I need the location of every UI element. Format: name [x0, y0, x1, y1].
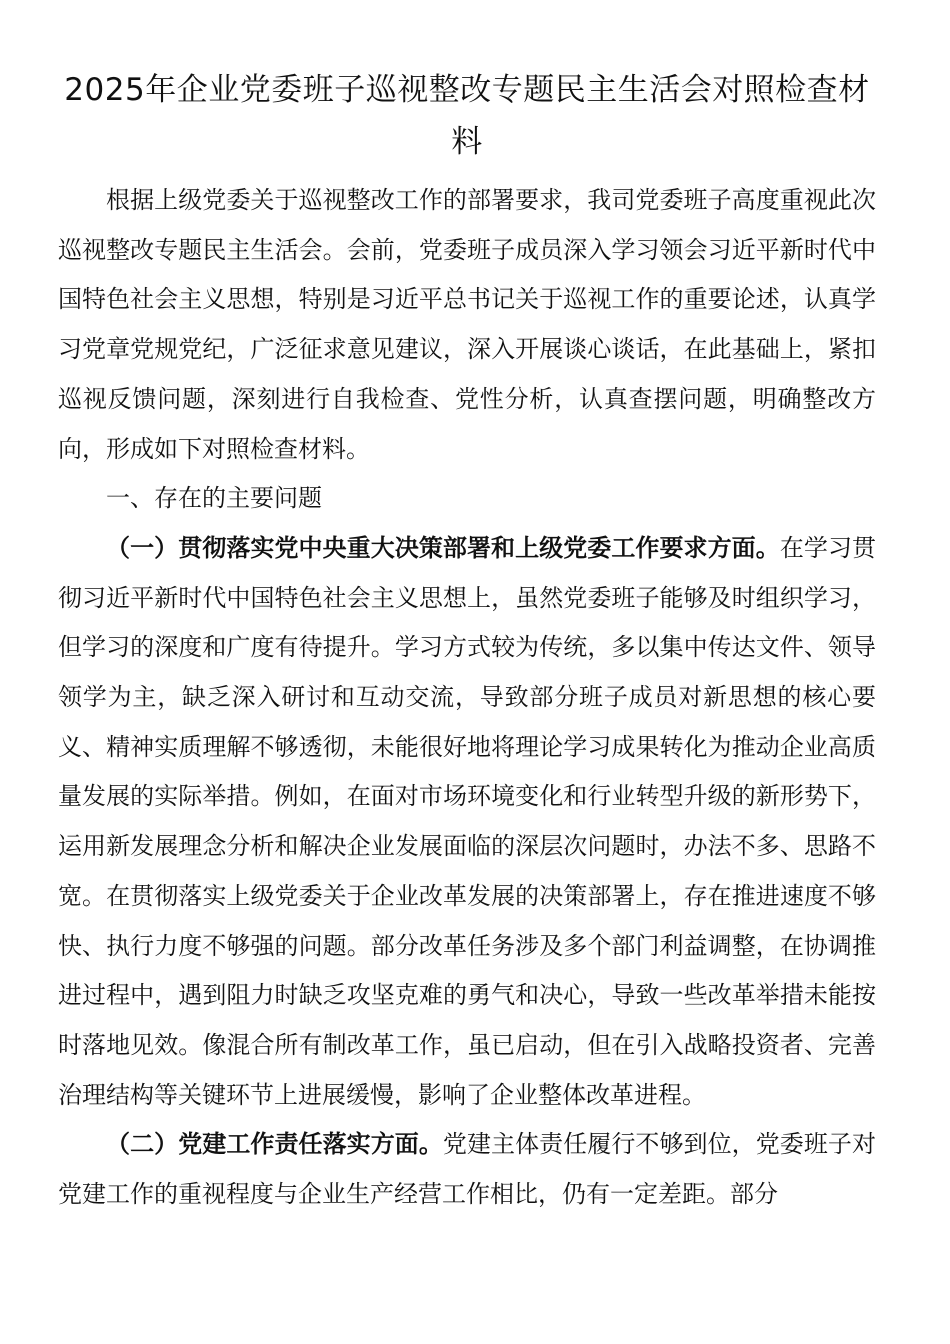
item-one-heading: （一）贯彻落实党中央重大决策部署和上级党委工作要求方面。 [106, 533, 780, 562]
item-two-heading: （二）党建工作责任落实方面。 [106, 1130, 443, 1159]
document-title: 2025年企业党委班子巡视整改专题民主生活会对照检查材料 [64, 72, 870, 160]
item-one-paragraph [58, 524, 876, 1120]
section-one-heading: 一、存在的主要问题 [106, 484, 322, 513]
item-two-paragraph [58, 1120, 876, 1219]
item-two-body: 党建主体责任履行不够到位，党委班子对党建工作的重视程度与企业生产经营工作相比，仍有一定差距。部分 [58, 1130, 877, 1209]
item-one-body: 在学习贯彻习近平新时代中国特色社会主义思想上，虽然党委班子能够及时组织学习，但学习的深度和广度有待提升。学习方式较为传统，多以集中传达文件、领导领学为主，缺乏深入研讨和互动交流，导致部分班子成员对新思想的核心要义、精神实质理解不够透彻，未能很好地将理论学习成果转化为推动企业高质量发展的实际举措。例如，在面对市场环境变化和行业转型升级的新形势下，运用新发展理念分析和解决企业发展面临的深层次问题时，办法不多、思路不宽。在贯彻落实上级党委关于企业改革发展的决策部署上，存在推进速度不够快、执行力度不够强的问题。部分改革任务涉及多个部门利益调整，在协调推进过程中，遇到阻力时缺乏攻坚克难的勇气和决心，导致一些改革举措未能按时落地见效。像混合所有制改革工作，虽已启动，但在引入战略投资者、完善治理结构等关键环节上进展缓慢，影响了企业整体改革进程。 [58, 533, 877, 1109]
intro-paragraph: 根据上级党委关于巡视整改工作的部署要求，我司党委班子高度重视此次巡视整改专题民主生活会。会前，党委班子成员深入学习领会习近平新时代中国特色社会主义思想，特别是习近平总书记关于巡视工作的重要论述，认真学习党章党规党纪，广泛征求意见建议，深入开展谈心谈话，在此基础上，紧扣巡视反馈问题，深刻进行自我检查、党性分析，认真查摆问题，明确整改方向，形成如下对照检查材料。 [58, 186, 876, 463]
